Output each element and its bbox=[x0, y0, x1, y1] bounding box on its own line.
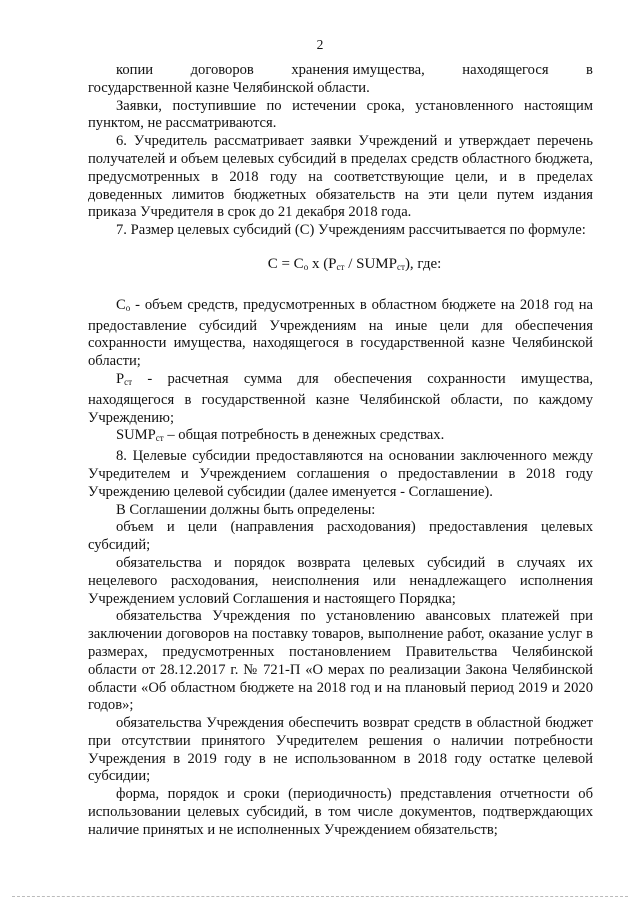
page-bottom-edge bbox=[12, 896, 628, 897]
definition-sump: $SUMP_{ст}$ – общая потребность в денежных средствах. bbox=[116, 427, 445, 444]
definition-co: $С_о$ - объем средств, предусмотренных в областном бюджете на 2018 год на предоставление субсидий Учреждениям на иные цели для обеспечения сохранности имущества, находящегося в государственной казне Челябинской области; bbox=[88, 296, 593, 370]
paragraph-continuation: государственной казне Челябинской области. bbox=[88, 79, 370, 96]
word: в bbox=[586, 62, 593, 78]
document-body bbox=[88, 62, 593, 840]
paragraph-item-7: 7. Размер целевых субсидий (С) Учреждениям рассчитывается по формуле: bbox=[116, 222, 586, 239]
page-number: 2 bbox=[316, 37, 324, 52]
word: договоров bbox=[190, 62, 254, 78]
list-item-return-to-budget: обязательства Учреждения обеспечить возврат средств в областной бюджет при отсутствии принятого Учредителем решения о наличии потребности Учреждения в 2019 году в не использованном в 2018 году остатке целевой субсидии; bbox=[88, 715, 593, 785]
paragraph-item-8: 8. Целевые субсидии предоставляются на основании заключенного между Учредителем и Учреждением соглашения о предоставлении в 2018 году Учреждению целевой субсидии (далее именуется - Соглашение). bbox=[88, 448, 593, 500]
word: находящегося bbox=[462, 62, 549, 78]
word: копии bbox=[116, 62, 154, 78]
definition-pst: $Р_{ст}$ - расчетная сумма для обеспечения сохранности имущества, находящегося в государственной казне Челябинской области, по каждому Учреждению; bbox=[88, 370, 593, 426]
list-item-volume-goals: объем и цели (направления расходования) предоставления целевых субсидий; bbox=[88, 519, 593, 554]
word: хранения имущества, bbox=[291, 62, 425, 78]
paragraph-late-applications: Заявки, поступившие по истечении срока, установленного настоящим пунктом, не рассматриваются. bbox=[88, 97, 593, 132]
paragraph-agreement-intro: В Соглашении должны быть определены: bbox=[116, 501, 376, 518]
list-item-advance-payments: обязательства Учреждения по установлению авансовых платежей при заключении договоров на поставку товаров, выполнение работ, оказание услуг в размерах, предусмотренных постановлением Правительства Челябинской области от 28.12.2017 г. № 721-П «О мерах по реализации Закона Челябинской области «Об областном бюджете на 2018 год и на плановый период 2019 и 2020 годов»; bbox=[88, 608, 593, 714]
list-item-return-obligations: обязательства и порядок возврата целевых субсидий в случаях их нецелевого расходования, неисполнения или ненадлежащего исполнения Учреждением условий Соглашения и настоящего Порядка; bbox=[88, 554, 593, 607]
paragraph-item-6: 6. Учредитель рассматривает заявки Учреждений и утверждает перечень получателей и объем целевых субсидий в пределах средств областного бюджета, предусмотренных в 2018 году на соответствующие цели, и в пределах доведенных лимитов бюджетных обязательств на эти цели путем издания приказа Учредителя в срок до 21 декабря 2018 года. bbox=[88, 133, 593, 221]
list-item-reporting: форма, порядок и сроки (периодичность) представления отчетности об использовании целевых субсидий, в том числе документов, подтверждающих наличие принятых и не исполненных Учреждением обязательств; bbox=[88, 786, 593, 838]
subsidy-formula: $С = С_о$ x ($Р_{ст}$ / $SUMP_{ст}$), где: bbox=[267, 255, 442, 272]
paragraph-continuation-first-line bbox=[88, 62, 593, 80]
